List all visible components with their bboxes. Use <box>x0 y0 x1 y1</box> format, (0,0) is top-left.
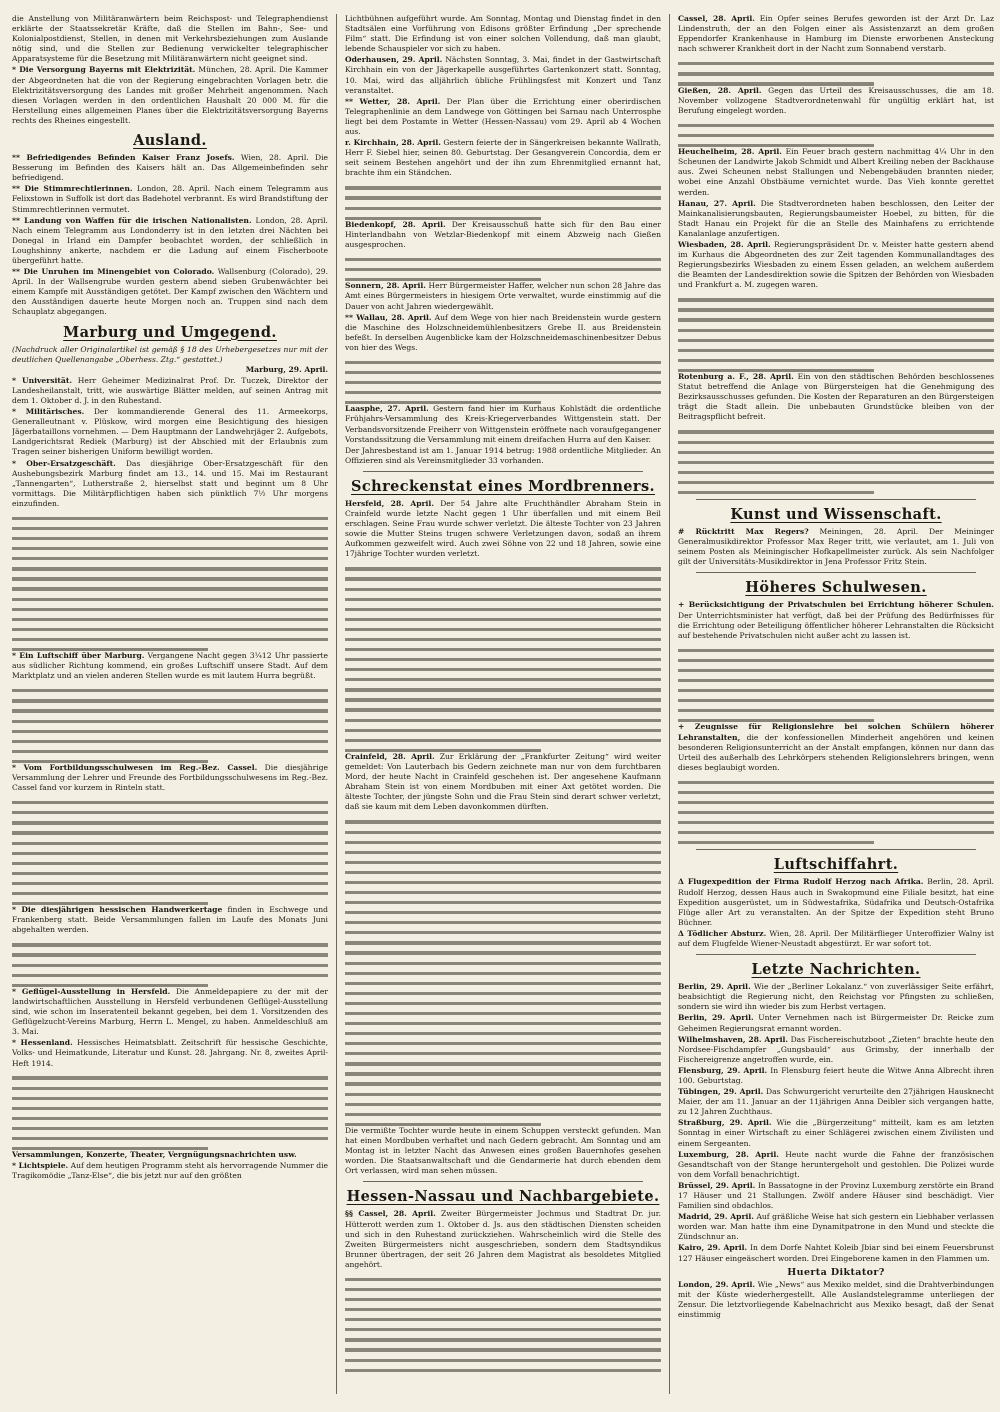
article-body: Das Schwurgericht verurteilte den 27jährigen Hausknecht Maier, der am 11. Januar an der 11jährigen Anna Deibler sich vergangen hatte, zu 12 Jahren Zuchthaus. <box>678 1087 994 1117</box>
article-paragraph <box>678 372 994 422</box>
column-middle <box>345 14 661 1394</box>
article-lead: Wiesbaden, 28. April. <box>678 239 771 249</box>
article-lead: Brüssel, 29. April. <box>678 1180 756 1190</box>
article-lead: §§ Cassel, 28. April. <box>345 1209 436 1219</box>
article-paragraph <box>12 1038 328 1068</box>
divider <box>696 572 976 573</box>
unreadable-text-block <box>12 1070 328 1151</box>
article-lead: + Zeugnisse für Religionslehre bei solchen Schülern höherer Lehranstalten, <box>678 722 994 742</box>
reprint-notice: (Nachdruck aller Originalartikel ist gemäß § 18 des Urhebergesetzes nur mit der deutlichen Quellenangabe „Oberhess. Ztg.“ gestattet.) <box>12 344 328 364</box>
article-lead: Hanau, 27. April. <box>678 198 756 208</box>
article-body: Wie die „Bürgerzeitung“ mitteilt, kam es am letzten Sonntag in einer Wirtschaft zu einer Schlägerei zwischen einem Zivilisten und einem Sergeanten. <box>678 1118 994 1148</box>
column-rule <box>669 14 670 1394</box>
article-body: Gestern feierte der in Sängerkreisen bekannte Wallrath, Herr F. Siebel hier, seinen 80. Geburtstag. Der Gesangverein Concordia, dem er seit seinem Bestehen angehört und der ihn zum Ehrenmitglied ernannt hat, brachte ihm ein Ständchen. <box>345 138 661 178</box>
article-body: Der Plan über die Errichtung einer oberirdischen Telegraphenlinie an dem Landwege von Göttingen bei Sarnau nach Unterrosphe liegt bei dem Postamte in Wetter (Hessen-Nassau) vom 29. April ab 4 Wochen aus. <box>345 96 661 137</box>
article-body: Gestern fand hier im Kurhaus Kohlstädt die ordentliche Frühjahrs-Versammlung des Kreis-Kriegerverbandes Wittgenstein statt. Der Verbandsvorsitzende Freiherr von Wittgenstein eröffnete nach voraufgegangener Vorstandssitzung die Versammlung mit einem dreifachen Hurra auf den Kaiser. <box>345 404 661 444</box>
article-lead: Δ Flugexpedition der Firma Rudolf Herzog nach Afrika. <box>678 877 924 887</box>
column-left <box>12 14 328 1394</box>
article-lead: * Vom Fortbildungsschulwesen im Reg.-Bez. Cassel. <box>12 763 258 773</box>
article-lead: ** Die Stimmrechtlerinnen. <box>12 184 133 194</box>
article-paragraph <box>678 1181 994 1211</box>
unreadable-text-block <box>678 424 994 495</box>
article-lead: r. Kirchhain, 28. April. <box>345 138 441 148</box>
dateline: Marburg, 29. April. <box>245 364 328 374</box>
article-paragraph <box>678 929 994 949</box>
article-paragraph <box>345 138 661 178</box>
article-lead: Cassel, 28. April. <box>678 14 755 23</box>
article-body: In Flensburg feiert heute die Witwe Anna Albrecht ihren 100. Geburtstag. <box>678 1065 994 1085</box>
article-body: Die Anmeldepapiere zu der mit der landwirtschaftlichen Ausstellung in Hersfeld verbundenen Geflügel-Ausstellung sind, wie schon im Inseratenteil bekannt gegeben, bei dem 1. Vorsitzenden des Geflügelzucht-Vereins Marburg, Herrn L. Mengel, zu haben. Anmeldeschluß am 3. Mai. <box>12 986 328 1037</box>
article-lead: Kairo, 29. April. <box>678 1243 748 1253</box>
article-lead: London, 29. April. <box>678 1279 756 1289</box>
article-lead: Straßburg, 29. April. <box>678 1118 772 1128</box>
article-lead: * Hessenland. <box>12 1038 73 1048</box>
article-lead: Berlin, 29. April. <box>678 1013 754 1023</box>
article-body: Zur Erklärung der „Frankfurter Zeitung“ wird weiter gemeldet: Von Lauterbach bis Gedern zeichnete man nur von dem furchtbaren Mord, der heute Nacht in Crainfeld geschehen ist. Der angesehene Kaufmann Abraham Stein ist von einem Mordbuben mit einer Axt getötet worden. Die älteste Tochter, der jüngste Sohn und die Frau Stein sind derart schwer verletzt, daß sie kaum mit dem Leben davonkommen dürften. <box>345 751 661 812</box>
article-paragraph <box>12 407 328 457</box>
article-lead: Flensburg, 29. April. <box>678 1065 768 1075</box>
unreadable-text-block <box>12 936 328 986</box>
article-paragraph <box>12 459 328 509</box>
section-heading-hessen-nassau: Hessen-Nassau und Nachbargebiete. <box>346 1188 660 1206</box>
unreadable-text-block <box>345 814 661 1126</box>
unreadable-text-block <box>345 354 661 404</box>
article-body: Unter Vernehmen nach ist Bürgermeister Dr. Reicke zum Geheimen Regierungsrat ernannt worden. <box>678 1013 994 1033</box>
article-paragraph <box>345 499 661 560</box>
article-lead: * Militärisches. <box>12 407 85 417</box>
article-lead: ** Die Unruhen im Minengebiet von Colorado. <box>12 267 215 277</box>
article-lead: Berlin, 29. April. <box>678 982 751 992</box>
section-heading-schreckenstat: Schreckenstat eines Mordbrenners. <box>351 477 655 495</box>
section-heading-marburg: Marburg und Umgegend. <box>63 323 277 341</box>
article-paragraph <box>678 1013 994 1033</box>
article-body: Nächsten Sonntag, 3. Mai, findet in der Gastwirtschaft Kirchhain ein von der Jägerkapelle ausgeführtes Gartenkonzert statt. Sonntag, 10. Mai, wird das alljährlich übliche Frühlingsfest mit Konzert und Tanz veranstaltet. <box>345 55 661 95</box>
article-paragraph <box>12 153 328 183</box>
article-paragraph <box>345 313 661 353</box>
article-lead: ** Wetter, 28. April. <box>345 96 441 106</box>
unreadable-text-block <box>678 774 994 845</box>
article-lead: Laasphe, 27. April. <box>345 404 429 414</box>
unreadable-text-block <box>345 1271 661 1372</box>
divider <box>696 954 976 955</box>
article-body: Ein Opfer seines Berufes geworden ist der Arzt Dr. Laz Lindenstruth, der an den Folgen einer als Assistenzarzt an dem großen Eppendorfer Krankenhause in Hamburg im Dienste erworbenen Ansteckung nach schwerer Krankheit dort in der Nacht zum Sonnabend verstarb. <box>678 14 994 54</box>
article-lead: * Universität. <box>12 375 72 385</box>
article-lead: * Ein Luftschiff über Marburg. <box>12 651 145 661</box>
article-body: Der Unterrichtsminister hat verfügt, daß bei der Prüfung des Bedürfnisses für die Errichtung oder Beteiligung öffentlicher höherer Lehranstalten die Rücksicht auf bestehende Privatschulen nicht außer acht zu lassen ist. <box>678 610 994 640</box>
article-paragraph: Lichtbühnen aufgeführt wurde. Am Sonntag, Montag und Dienstag findet in den Stadtsälen eine Vorführung von Edisons größter Erfindung „Der sprechende Film“ statt. Die Erfindung ist von einer solchen Vollendung, daß man glaubt, lebende Schauspieler vor sich zu haben. <box>345 14 661 54</box>
article-body: Auf gräßliche Weise hat sich gestern ein Liebhaber verlassen worden war. Man hatte ihm eine Dynamitpatrone in den Mund und steckte die Zündschnur an. <box>678 1212 994 1242</box>
article-lead: * Die diesjährigen hessischen Handwerkertage <box>12 905 223 915</box>
unreadable-text-block <box>678 55 994 85</box>
article-paragraph <box>678 14 994 54</box>
article-body: die der konfessionellen Minderheit angehören und keinen besonderen Religionsunterricht an der Anstalt empfangen, können nur dann das Urteil des außerhalb des Lehrkörpers stehenden Religionslehrers bringen, wenn dieses beglaubigt worden. <box>678 732 994 772</box>
article-body: Heute nacht wurde die Fahne der französischen Gesandtschaft von der Stange heruntergeholt und gestohlen. Die Polizei wurde von dem Vorfall benachrichtigt. <box>678 1149 994 1179</box>
article-paragraph <box>678 1066 994 1086</box>
article-paragraph <box>678 877 994 927</box>
article-body: Herr Bürgermeister Haffer, welcher nun schon 28 Jahre das Amt eines Bürgermeisters in hiesigem Orte verwaltet, wurde einstimmig auf die Dauer von acht Jahren wiedergewählt. <box>345 281 661 311</box>
unreadable-text-block <box>345 251 661 281</box>
article-lead: Tübingen, 29. April. <box>678 1087 764 1097</box>
article-lead: Hersfeld, 28. April. <box>345 498 434 508</box>
article-paragraph <box>678 527 994 567</box>
article-paragraph <box>678 1280 994 1320</box>
article-paragraph <box>12 763 328 793</box>
article-paragraph <box>12 65 328 126</box>
article-lead: Heuchelheim, 28. April. <box>678 147 782 157</box>
article-lead: Sonnern, 28. April. <box>345 281 426 291</box>
article-paragraph <box>345 55 661 95</box>
article-body: Die Stadtverordneten haben beschlossen, den Leiter der Mainkanalisierungsbauten, Regierungsbaumeister Hoebel, zu bitten, für die Stadt Hanau ein Projekt für die an Stelle des Mainhafens zu errichtende Kanalanlage anzufertigen. <box>678 198 994 238</box>
article-body: Regierungspräsident Dr. v. Meister hatte gestern abend im Kurhaus die Abgeordneten des zur Zeit tagenden Kommunallandtages des Regierungsbezirks Wiesbaden zu einem Essen geladen, an welchem außerdem die Beamten der Landesdirektion sowie die Spitzen der Behörden von Wiesbaden und Frankfurt a. M. zugegen waren. <box>678 239 994 290</box>
article-paragraph <box>345 1209 661 1270</box>
article-paragraph <box>678 1212 994 1242</box>
article-body: Meiningen, 28. April. Der Meininger Generalmusikdirektor Professor Max Reger tritt, wie verlautet, am 1. Juli von seinem Posten als Meiningischer Hofkapellmeister zurück. Als sein Nachfolger gilt der Universitäts-Musikdirektor in Jena Professor Fritz Stein. <box>678 527 994 567</box>
divider <box>363 471 643 472</box>
divider <box>363 1181 643 1182</box>
article-lead: Luxemburg, 28. April. <box>678 1149 779 1159</box>
article-lead: Wilhelmshaven, 28. April. <box>678 1034 788 1044</box>
article-lead: * Lichtspiele. <box>12 1161 69 1171</box>
article-body: Wallsenburg (Colorado), 29. April. In der Wallsengrube wurden gestern abend sieben Grubenwächter bei einem Kampfe mit Ausständigen getötet. Der Kampf zwischen den Wächtern und den Ausständigen dauerte heute Morgen noch an. Truppen sind nach dem Schauplatz abgegangen. <box>12 267 328 317</box>
column-rule <box>336 14 337 1394</box>
unreadable-text-block <box>12 510 328 651</box>
article-lead: + Berücksichtigung der Privatschulen bei Errichtung höherer Schulen. <box>678 600 994 610</box>
article-lead: Crainfeld, 28. April. <box>345 751 435 761</box>
article-paragraph <box>12 1161 328 1181</box>
article-paragraph <box>678 147 994 197</box>
article-lead: * Ober-Ersatzgeschäft. <box>12 458 116 468</box>
article-paragraph <box>12 987 328 1037</box>
article-paragraph <box>12 267 328 317</box>
unreadable-text-block <box>345 180 661 220</box>
article-paragraph <box>678 199 994 239</box>
article-paragraph <box>678 86 994 116</box>
article-lead: Gießen, 28. April. <box>678 85 762 95</box>
section-heading-luftschiffahrt: Luftschiffahrt. <box>773 856 899 874</box>
article-body: Berlin, 28. April. Rudolf Herzog, dessen Haus auch in Swakopmund eine Filiale besitzt, hat eine Expedition ausgerüstet, um in Südwestafrika, Südafrika und Deutsch-Ostafrika Flüge aller Art zu veranstalten. An der Spitze der Expedition steht Bruno Büchner. <box>678 877 994 927</box>
article-body: Vergangene Nacht gegen 3¼12 Uhr passierte aus südlicher Richtung kommend, ein großes Luftschiff unsere Stadt. Auf dem Marktplatz und an vielen anderen Stellen wurde es mit lautem Hurra begrüßt. <box>12 651 328 681</box>
section-heading-ausland: Ausland. <box>133 132 207 150</box>
article-paragraph <box>345 404 661 444</box>
article-paragraph <box>678 982 994 1012</box>
article-paragraph <box>678 1150 994 1180</box>
article-lead: Oderhausen, 29. April. <box>345 55 443 65</box>
section-heading-kunst: Kunst und Wissenschaft. <box>730 506 942 524</box>
article-body: Wien, 28. April. Der Militärflieger Unteroffizier Walny ist auf dem Flugfelde Wiener-Neustadt abgestürzt. Er war sofort tot. <box>678 928 994 949</box>
article-body: Auf dem heutigen Programm steht als hervorragende Nummer die Tragikomödie „Tanz-Else“, die bis jetzt nur auf den größten <box>12 1161 328 1181</box>
section-subheading: Versammlungen, Konzerte, Theater, Vergnügungsnachrichten usw. <box>12 1150 297 1160</box>
article-body: Ein von den städtischen Behörden beschlossenes Statut betreffend die Anlage von Bürgersteigen hat die Genehmigung des Bezirksausschusses gefunden. Die Kosten der Reparaturen an den Bürgersteigen trägt die Stadt allein. Die unbebauten Grundstücke bleiben von der Beitragspflicht befreit. <box>678 372 994 422</box>
article-paragraph <box>12 184 328 214</box>
article-body: Die diesjährige Versammlung der Lehrer und Freunde des Fortbildungsschulwesens im Reg.-Bez. Cassel fand vor kurzem in Rinteln statt. <box>12 763 328 793</box>
article-paragraph: Der Jahresbestand ist am 1. Januar 1914 betrug: 1988 ordentliche Mitglieder. An Offizieren sind als Vereinsmitglieder 33 vorhanden. <box>345 445 661 465</box>
unreadable-text-block <box>678 642 994 723</box>
article-paragraph <box>345 97 661 137</box>
section-heading-huerta: Huerta Diktator? <box>787 1266 885 1278</box>
article-body: Das diesjährige Ober-Ersatzgeschäft für den Aushebungsbezirk Marburg findet am 13., 14. und 15. Mai im Restaurant „Tannengarten“, Lutherstraße 2, hierselbst statt und beginnt um 8 Uhr vormittags. Die Militärpflichtigen haben sich pünktlich 7½ Uhr morgens einzufinden. <box>12 458 328 508</box>
article-paragraph <box>678 1118 994 1148</box>
article-body: Auf dem Wege von hier nach Breidenstein wurde gestern die Maschine des Holzschneidemühlenbesitzers Grebe II. aus Breidenstein befeßt. In derselben Augenblicke kam der Holzschneidemaschinenbesitzer Debus von hier des Wegs. <box>345 312 661 352</box>
article-paragraph: Die vermißte Tochter wurde heute in einem Schuppen versteckt gefunden. Man hat einen Mordbuben verhaftet und nach Gedern gebracht. Am Sonntag und am Montag ist in letzter Nacht das Anwesen eines großen Bauernhofes gesehen worden. Die Staatsanwaltschaft und die Gendarmerie hat durch ebenden dem Ort verlassen, wird man sehen müssen. <box>345 1125 661 1176</box>
divider <box>696 499 976 500</box>
article-body: Wie der „Berliner Lokalanz.“ von zuverlässiger Seite erfährt, beabsichtigt die Regierung nicht, den Reichstag vor Pfingsten zu schließen, sondern sie wird ihn wieder bis zum Herbst vertagen. <box>678 982 994 1012</box>
article-lead: * Die Versorgung Bayerns mit Elektrizität. <box>12 65 196 75</box>
article-body: Das Fischereischutzboot „Zieten“ brachte heute den Nordsee-Fischdampfer „Gungsbauld“ aus Grimsby, der innerhalb der Fischereigrenze angetroffen wurde, ein. <box>678 1034 994 1064</box>
article-lead: Biedenkopf, 28. April. <box>345 219 446 229</box>
article-lead: ** Wallau, 28. April. <box>345 312 432 322</box>
article-paragraph <box>678 600 994 640</box>
article-paragraph <box>12 651 328 681</box>
article-body: Zweiter Bürgermeister Jochmus und Stadtrat Dr. jur. Hütterott werden zum 1. Oktober d. Js. aus den städtischen Diensten scheiden und sich in den Ruhestand zurückziehen. Wahrscheinlich wird die Stelle des Zweiten Bürgermeisters nicht ausgeschrieben, sondern dem Stadtsyndikus Brunner übertragen, der seit 26 Jahren dem Magistrat als besoldetes Mitglied angehört. <box>345 1209 661 1269</box>
unreadable-text-block <box>678 117 994 147</box>
article-paragraph <box>345 220 661 250</box>
article-body: Hessisches Heimatsblatt. Zeitschrift für hessische Geschichte, Volks- und Heimatkunde, Literatur und Kunst. 28. Jahrgang. Nr. 8, zweites April-Heft 1914. <box>12 1038 328 1068</box>
column-right <box>678 14 994 1394</box>
article-body: München, 28. April. Die Kammer der Abgeordneten hat die von der Regierung eingebrachten Vorlagen betr. die Elektrizitätsversorgung des Landes mit großer Mehrheit angenommen. Nach diesen Vorlagen werden in den ordentlichen Haushalt 20 000 M. für die Herstellung eines allgemeinen Planes über die Elektrizitätsversorgung Bayerns rechts des Rheines eingestellt. <box>12 65 328 125</box>
article-paragraph <box>678 1243 994 1263</box>
article-paragraph <box>12 216 328 266</box>
unreadable-text-block <box>345 561 661 752</box>
article-paragraph <box>12 905 328 935</box>
article-body: Wie „News“ aus Mexiko meldet, sind die Drahtverbindungen mit der Küste wiederhergestellt. Alle Auslandstelegramme unterliegen der Zensur. Die letztvorliegende Kabelnachricht aus Mexiko besagt, daß der Senat einstimmig <box>678 1279 994 1319</box>
article-body: In dem Dorfe Nahtet Koleib Jbiar sind bei einem Feuersbrunst 127 Häuser eingeäschert worden. Drei Eingeborene kamen in den Flammen um. <box>678 1243 994 1263</box>
article-paragraph: die Anstellung von Militäranwärtern beim Reichspost- und Telegraphendienst erklärte der Staatssekretär Kräfte, daß die Stellen im Bahn-, See- und Kolonialpostdienst, Stellen, in denen mit Verkehrsbeziehungen zum Auslande nötig sind, und die Stellen zur Bedienung verwickelter telegraphischer Apparatsysteme für die Besetzung mit Militäranwärtern nicht geeignet sind. <box>12 14 328 64</box>
article-paragraph <box>12 376 328 406</box>
article-body: Der kommandierende General des 11. Armeekorps, Generalleutnant v. Plüskow, wird morgen eine Besichtigung des hiesigen Jägerbataillons vornehmen. — Dem Hauptmann der Landwehrjäger 2. Aufgebots, Landgerichtsrat Rediek (Marburg) ist der Abschied mit der Erlaubnis zum Tragen seiner bisherigen Uniform bewilligt worden. <box>12 407 328 457</box>
article-paragraph <box>345 281 661 311</box>
article-paragraph <box>678 722 994 772</box>
article-lead: Δ Tödlicher Absturz. <box>678 928 767 938</box>
article-lead: ** Befriedigendes Befinden Kaiser Franz Josefs. <box>12 153 235 163</box>
article-paragraph <box>678 240 994 290</box>
unreadable-text-block <box>12 794 328 905</box>
article-lead: # Rücktritt Max Regers? <box>678 527 809 537</box>
article-body: London, 28. April. Nach einem Telegramm aus Londonderry ist in den letzten drei Nächten bei Donegal in Irland ein Dampfer beobachtet worden, der schließlich in Loughshinny ankerte, nachdem er die Ladung auf einem Fischerboote übergeführt hatte. <box>12 215 328 265</box>
article-body: Herr Geheimer Medizinalrat Prof. Dr. Tuczek, Direktor der Landesheilanstalt, tritt, wie auswärtige Blätter melden, auf seinen Antrag mit dem 1. Oktober d. J. in den Ruhestand. <box>12 375 328 405</box>
divider <box>696 849 976 850</box>
article-body: Der Kreisausschuß hatte sich für den Bau einer Hinterlandbahn von Wetzlar-Biedenkopf mit einem Abzweig nach Gießen ausgesprochen. <box>345 219 661 249</box>
article-body: Gegen das Urteil des Kreisausschusses, die am 18. November vollzogene Stadtverordnetenwahl für ungültig erklärt hat, ist Berufung eingelegt worden. <box>678 85 994 115</box>
article-body: London, 28. April. Nach einem Telegramm aus Felixstown in Suffolk ist dort das Badehotel verbrannt. Es wird Brandstiftung der Stimmrechtlerinnen vermutet. <box>12 184 328 214</box>
unreadable-text-block <box>678 291 994 372</box>
article-paragraph <box>345 752 661 813</box>
article-body: Ein Feuer brach gestern nachmittag 4¼ Uhr in den Scheunen der Landwirte Jakob Schmidt und Albert Kreiling neben der Backhause aus. Zwei Scheunen nebst Stallungen und Nebengebäuden brannten nieder, wobei eine Anzahl Obstbäume vernichtet wurde. Das Vieh konnte gerettet werden. <box>678 147 994 197</box>
article-lead: Rotenburg a. F., 28. April. <box>678 372 794 382</box>
section-heading-schulwesen: Höheres Schulwesen. <box>745 579 927 597</box>
article-lead: Madrid, 29. April. <box>678 1212 754 1222</box>
unreadable-text-block <box>12 682 328 763</box>
article-body: Wien, 28. April. Die Besserung im Befinden des Kaisers hält an. Das Allgemeinbefinden sehr befriedigend. <box>12 153 328 183</box>
section-heading-nachrichten: Letzte Nachrichten. <box>751 961 921 979</box>
article-paragraph <box>678 1035 994 1065</box>
article-lead: ** Landung von Waffen für die irischen Nationalisten. <box>12 215 252 225</box>
article-lead: * Geflügel-Ausstellung in Hersfeld. <box>12 986 171 996</box>
article-paragraph <box>678 1087 994 1117</box>
article-body: In Bassatogne in der Provinz Luxemburg zerstörte ein Brand 17 Häuser und 21 Stallungen. Zwölf andere Häuser sind beschädigt. Vier Familien sind obdachlos. <box>678 1180 994 1211</box>
article-body: Der 54 Jahre alte Fruchthändler Abraham Stein in Crainfeld wurde letzte Nacht gegen 1 Uhr überfallen und mit einem Beil erschlagen. Seine Frau wurde schwer verletzt. Die älteste Tochter von 23 Jahren sowie die Mutter Steins trugen schwere Verletzungen davon, sodaß an ihrem Aufkommen gezweifelt wird. Auch zwei Söhne von 22 und 18 Jahren, sowie eine 17jährige Tochter wurden verletzt. <box>345 498 661 559</box>
article-body: finden in Eschwege und Frankenberg statt. Beide Versammlungen fallen im Laufe des Monats Juni abgehalten werden. <box>12 905 328 935</box>
